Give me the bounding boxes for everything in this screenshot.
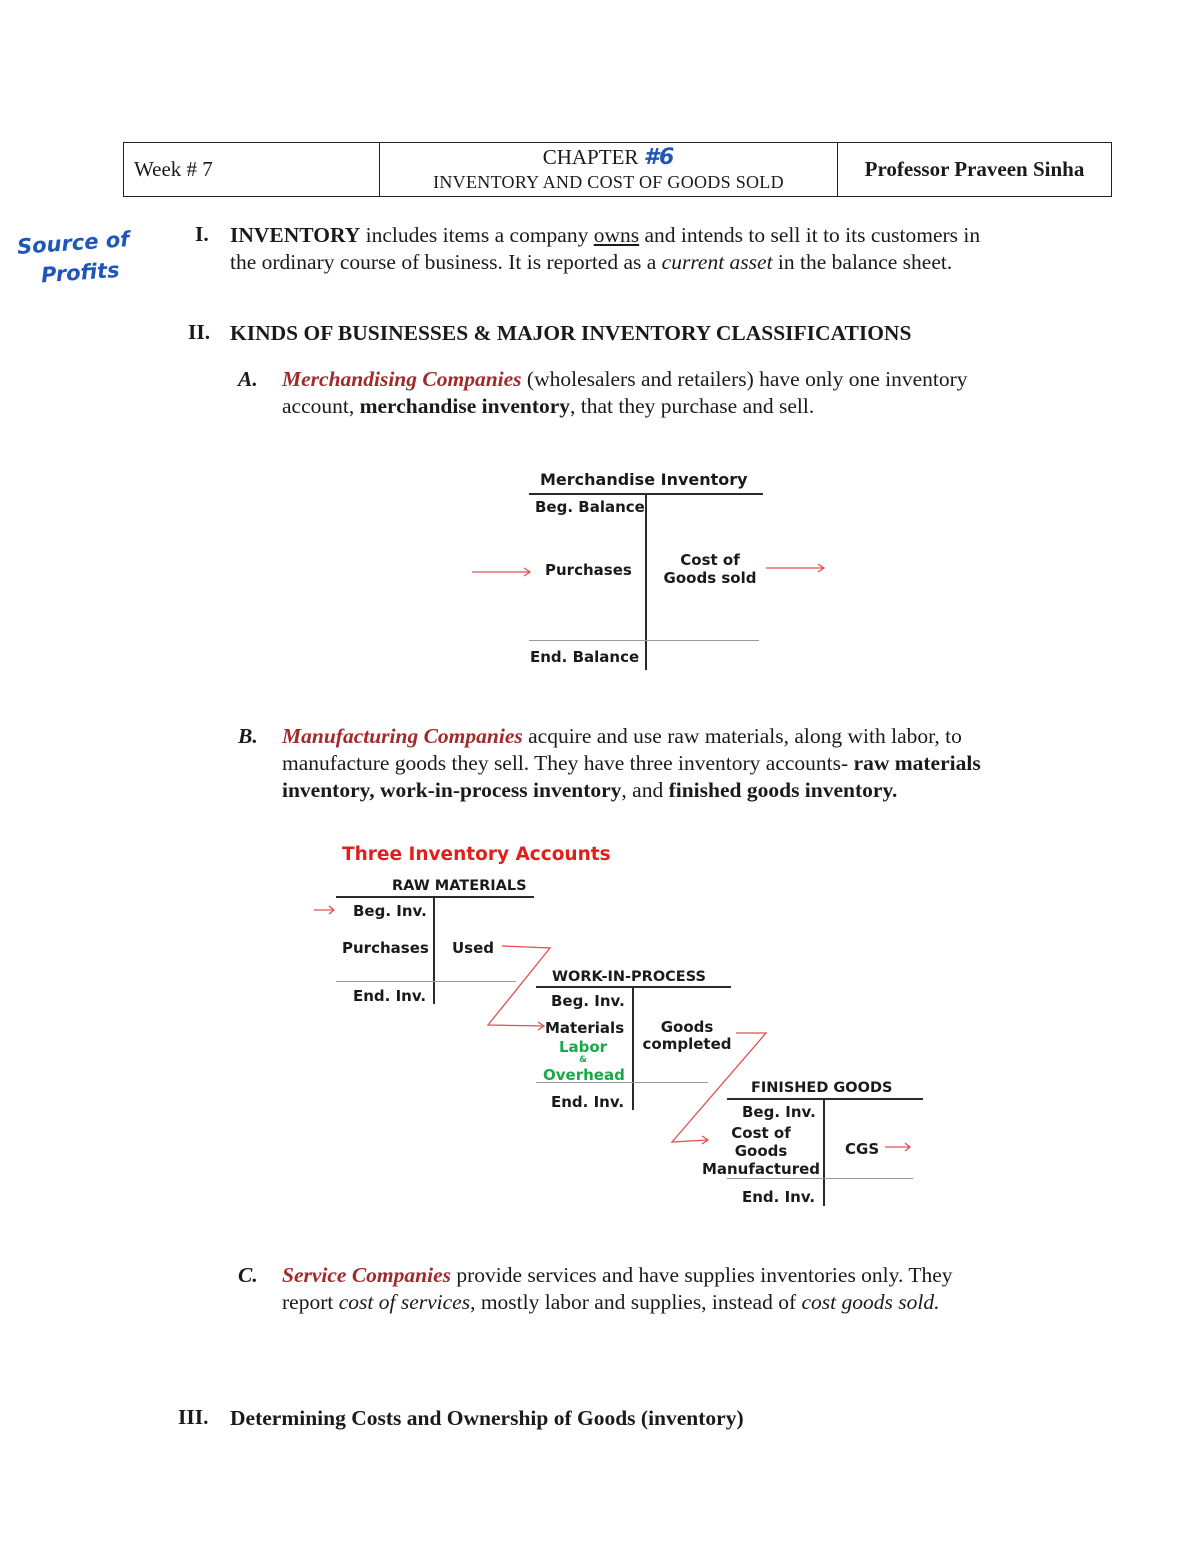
merchandising-term: Merchandising Companies [282,367,522,391]
fg-end: End. Inv. [742,1188,816,1206]
wip-title: WORK-IN-PROCESS [552,969,706,985]
week-label: Week # 7 [134,157,213,181]
section-2-title: KINDS OF BUSINESSES & MAJOR INVENTORY CLASSIFICATIONS [230,321,912,345]
merch-title: Merchandise Inventory [540,470,748,489]
raw-beg-arrow-icon [314,906,334,914]
margin-note-line2: Profits [40,257,121,288]
item-c-letter: C. [238,1263,258,1287]
merch-purchases: Purchases [545,561,632,579]
item-a-text: (wholesalers and retailers) have only one inventory [521,367,968,391]
merch-center-rule [645,493,647,670]
item-b-text: acquire and use raw materials, along with labor, to [522,724,962,748]
manufacturing-term: Manufacturing Companies [282,724,523,748]
item-b-text: , and [621,778,669,802]
item-a-paragraph [282,366,1102,420]
merch-flow-arrows [470,560,830,580]
wip-labor: Labor [558,1038,608,1056]
raw-materials-term: raw materials [853,751,981,775]
three-accounts-title: Three Inventory Accounts [342,844,611,865]
item-a-text: , that they purchase and sell. [570,394,815,418]
item-c-paragraph [282,1262,1102,1316]
wip-amp: & [579,1055,587,1065]
section-1-text: and intends to sell it to its customers in [639,223,981,247]
cgs-arrow-icon [885,1143,910,1151]
wip-materials: Materials [545,1019,625,1037]
inventory-term: INVENTORY [230,223,361,247]
finished-goods-term: finished goods inventory. [668,778,898,802]
three-accounts-flow-arrows [300,895,940,1155]
raw-used: Used [452,939,495,957]
merch-beg-balance: Beg. Balance [535,498,645,516]
raw-to-wip-arrow-icon [488,946,550,1026]
header-table [123,142,1112,197]
chapter-line [543,145,675,170]
fg-title: FINISHED GOODS [751,1080,893,1096]
margin-note-handwritten [16,224,132,292]
wip-overhead: Overhead [543,1066,625,1084]
current-asset-term: current asset [661,250,773,274]
professor-cell [838,143,1111,196]
merch-cogs-line2: Goods sold [663,569,757,587]
wip-goods-line1: Goods [660,1018,714,1036]
raw-title: RAW MATERIALS [392,878,527,894]
chapter-number-handwritten: #6 [643,144,675,170]
raw-beg: Beg. Inv. [353,902,427,920]
wip-beg: Beg. Inv. [551,992,625,1010]
section-1-paragraph [230,222,1110,276]
section-1-text: the ordinary course of business. It is reported as a [230,250,662,274]
chapter-cell [380,143,838,196]
item-b-paragraph [282,723,1102,804]
section-3-number: III. [178,1405,209,1429]
fg-beg: Beg. Inv. [742,1103,816,1121]
cost-goods-sold-term: cost goods sold. [801,1290,940,1314]
fg-balance-rule [727,1178,913,1179]
merchandise-inventory-term: merchandise inventory [359,394,571,418]
merch-end-balance: End. Balance [530,648,640,666]
fg-cost-line3: Manufactured [701,1160,821,1178]
raw-end: End. Inv. [353,987,427,1005]
section-3-title: Determining Costs and Ownership of Goods (inventory) [230,1406,744,1430]
wip-end: End. Inv. [551,1093,625,1111]
fg-cost-line1: Cost of [731,1124,791,1142]
section-1-text: in the balance sheet. [772,250,953,274]
wip-goods-line2: completed [642,1035,732,1053]
item-a-letter: A. [238,367,258,391]
raw-purchases: Purchases [342,939,429,957]
cost-of-services-term: cost of services [338,1290,471,1314]
fg-cost-line2: Goods [734,1142,788,1160]
item-b-letter: B. [238,724,258,748]
margin-note-line1: Source of [16,227,131,259]
item-a-text: account, [282,394,360,418]
week-cell [124,143,380,196]
fg-cgs: CGS [845,1140,880,1158]
chapter-title: INVENTORY AND COST OF GOODS SOLD [433,171,784,192]
wip-to-fg-arrow-icon [672,1033,766,1142]
section-1-number: I. [195,222,209,246]
arrow-in-icon [472,568,530,576]
professor-name: Professor Praveen Sinha [864,157,1085,181]
item-c-text: , mostly labor and supplies, instead of [470,1290,802,1314]
merch-cogs-line1: Cost of [680,551,740,569]
section-1-text: includes items a company [360,223,594,247]
owns-word: owns [593,223,640,247]
chapter-prefix: CHAPTER [542,144,639,169]
merch-balance-rule [529,640,759,641]
arrow-out-icon [766,564,824,572]
wip-term: inventory, work-in-process inventory [282,778,622,802]
item-c-text: report [282,1290,339,1314]
item-c-text: provide services and have supplies inventories only. They [451,1263,953,1287]
section-2-number: II. [188,320,211,344]
service-term: Service Companies [282,1263,451,1287]
item-b-text: manufacture goods they sell. They have three inventory accounts- [282,751,854,775]
